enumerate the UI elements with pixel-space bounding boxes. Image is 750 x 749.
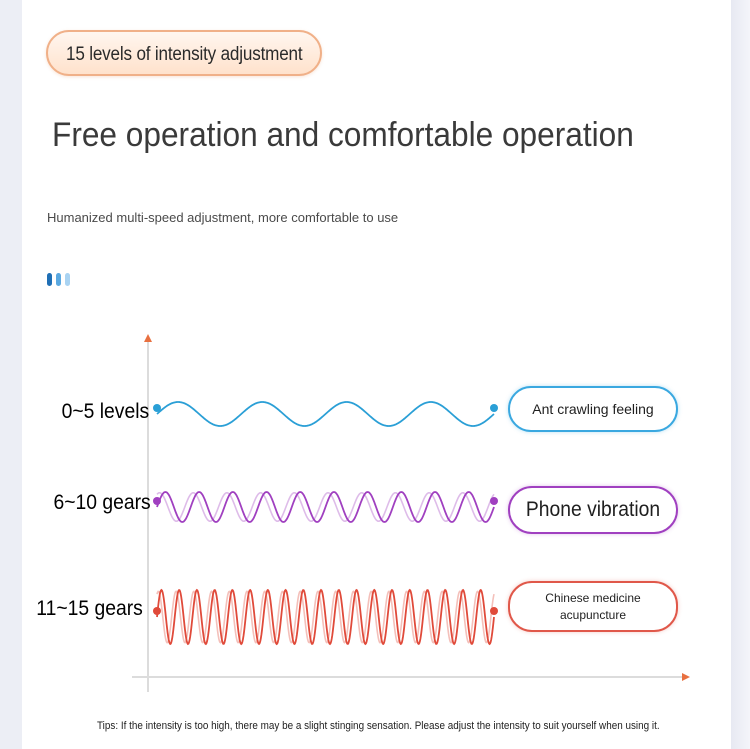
wave-endpoint-1-start: [153, 404, 161, 412]
level-label-low: 0~5 levels: [61, 400, 149, 423]
wave-endpoint-2-start: [153, 497, 161, 505]
wave-1: [157, 402, 494, 426]
tips-text: Tips: If the intensity is too high, there may be a slight stinging sensation. Please adjust the intensity to suit yourself when using it.: [97, 720, 660, 732]
feeling-pill-high: [508, 581, 678, 632]
wave-endpoint-3-start: [153, 607, 161, 615]
feeling-text-high-line2: acupuncture: [559, 607, 627, 622]
wave-endpoint-3-end: [490, 607, 498, 615]
feeling-pill-mid: [508, 486, 678, 534]
wave-endpoint-2-end: [490, 497, 498, 505]
wave-2: [157, 492, 494, 522]
level-label-mid: 6~10 gears: [53, 491, 151, 514]
feeling-text-mid: Phone vibration: [525, 498, 661, 521]
wave-endpoint-1-end: [490, 404, 498, 412]
y-axis-arrow: [144, 334, 152, 342]
page-title: Free operation and comfortable operation: [52, 116, 634, 154]
feeling-text-low: Ant crawling feeling: [532, 401, 654, 417]
page-subtitle: Humanized multi-speed adjustment, more comfortable to use: [47, 210, 399, 225]
x-axis-arrow: [682, 673, 690, 681]
level-label-high: 11~15 gears: [36, 597, 143, 620]
feeling-pill-low: [508, 386, 678, 432]
badge-text: 15 levels of intensity adjustment: [66, 44, 303, 65]
feeling-text-high-line1: Chinese medicine: [545, 590, 641, 605]
